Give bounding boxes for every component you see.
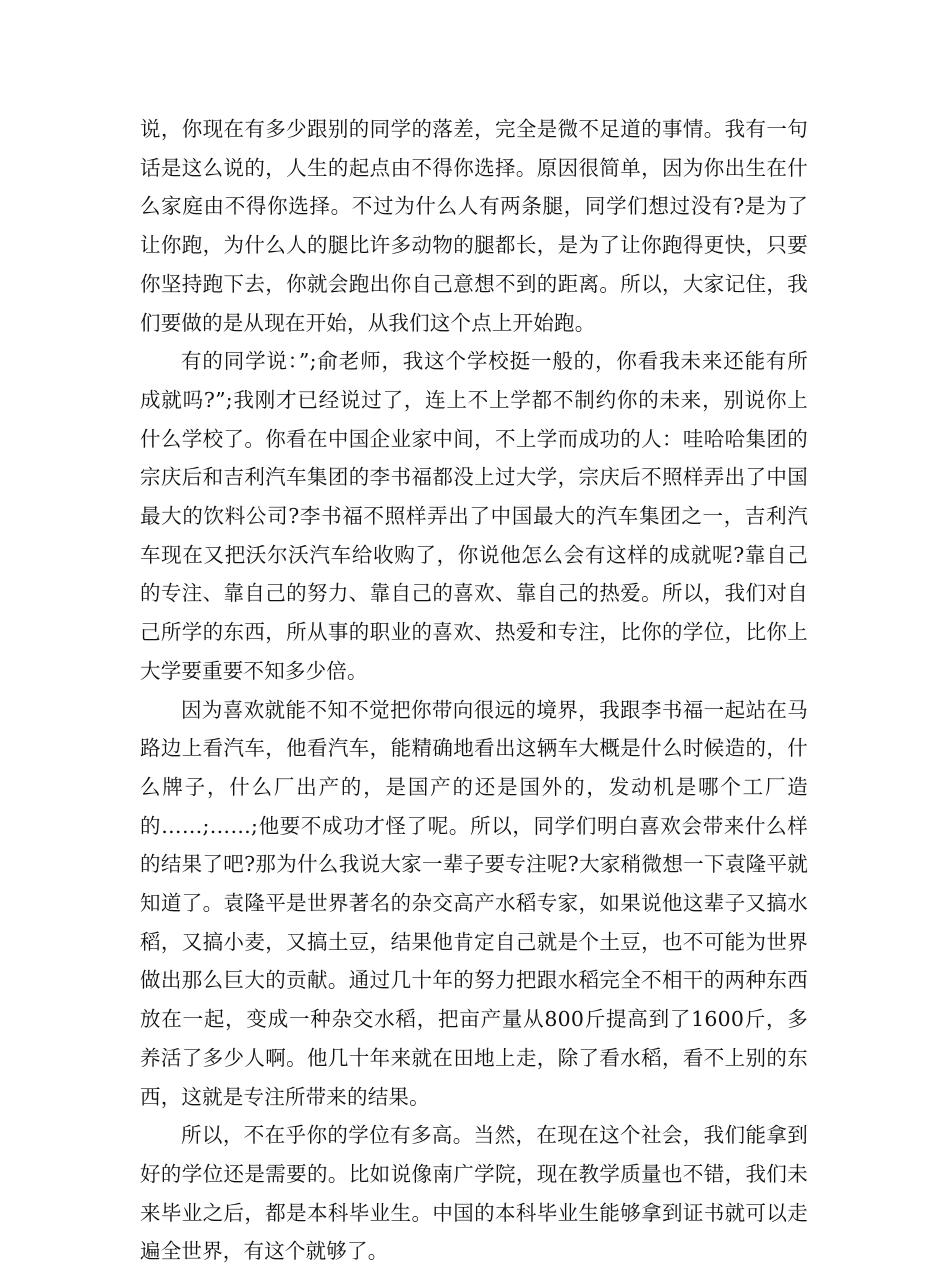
paragraph-1: 说，你现在有多少跟别的同学的落差，完全是微不足道的事情。我有一句话是这么说的，人生的起点由不得你选择。原因很简单，因为你出生在什么家庭由不得你选择。不过为什么人有两条腿，同学们想过没有?是为了让你跑，为什么人的腿比许多动物的腿都长，是为了让你跑得更快，只要你坚持跑下去，你就会跑出你自己意想不到的距离。所以，大家记住，我们要做的是从现在开始，从我们这个点上开始跑。 <box>140 117 808 335</box>
document-body <box>140 110 808 1271</box>
paragraph-3: 因为喜欢就能不知不觉把你带向很远的境界，我跟李书福一起站在马路边上看汽车，他看汽车，能精确地看出这辆车大概是什么时候造的，什么牌子，什么厂出产的，是国产的还是国外的，发动机是哪个工厂造的……;……;他要不成功才怪了呢。所以，同学们明白喜欢会带来什么样的结果了吧?那为什么我说大家一辈子要专注呢?大家稍微想一下袁隆平就知道了。袁隆平是世界著名的杂交高产水稻专家，如果说他这辈子又搞水稻，又搞小麦，又搞土豆，结果他肯定自己就是个土豆，也不可能为世界做出那么巨大的贡献。通过几十年的努力把跟水稻完全不相干的两种东西放在一起，变成一种杂交水稻，把亩产量从800斤提高到了1600斤，多养活了多少人啊。他几十年来就在田地上走，除了看水稻，看不上别的东西，这就是专注所带来的结果。 <box>140 697 808 1109</box>
paragraph-2: 有的同学说：”;俞老师，我这个学校挺一般的，你看我未来还能有所成就吗?”;我刚才已经说过了，连上不上学都不制约你的未来，别说你上什么学校了。你看在中国企业家中间，不上学而成功的人：哇哈哈集团的宗庆后和吉利汽车集团的李书福都没上过大学，宗庆后不照样弄出了中国最大的饮料公司?李书福不照样弄出了中国最大的汽车集团之一，吉利汽车现在又把沃尔沃汽车给收购了，你说他怎么会有这样的成就呢?靠自己的专注、靠自己的努力、靠自己的喜欢、靠自己的热爱。所以，我们对自己所学的东西，所从事的职业的喜欢、热爱和专注，比你的学位，比你上大学要重要不知多少倍。 <box>140 349 808 683</box>
paragraph-4: 所以，不在乎你的学位有多高。当然，在现在这个社会，我们能拿到好的学位还是需要的。比如说像南广学院，现在教学质量也不错，我们未来毕业之后，都是本科毕业生。中国的本科毕业生能够拿到证书就可以走遍全世界，有这个就够了。 <box>140 1123 808 1264</box>
